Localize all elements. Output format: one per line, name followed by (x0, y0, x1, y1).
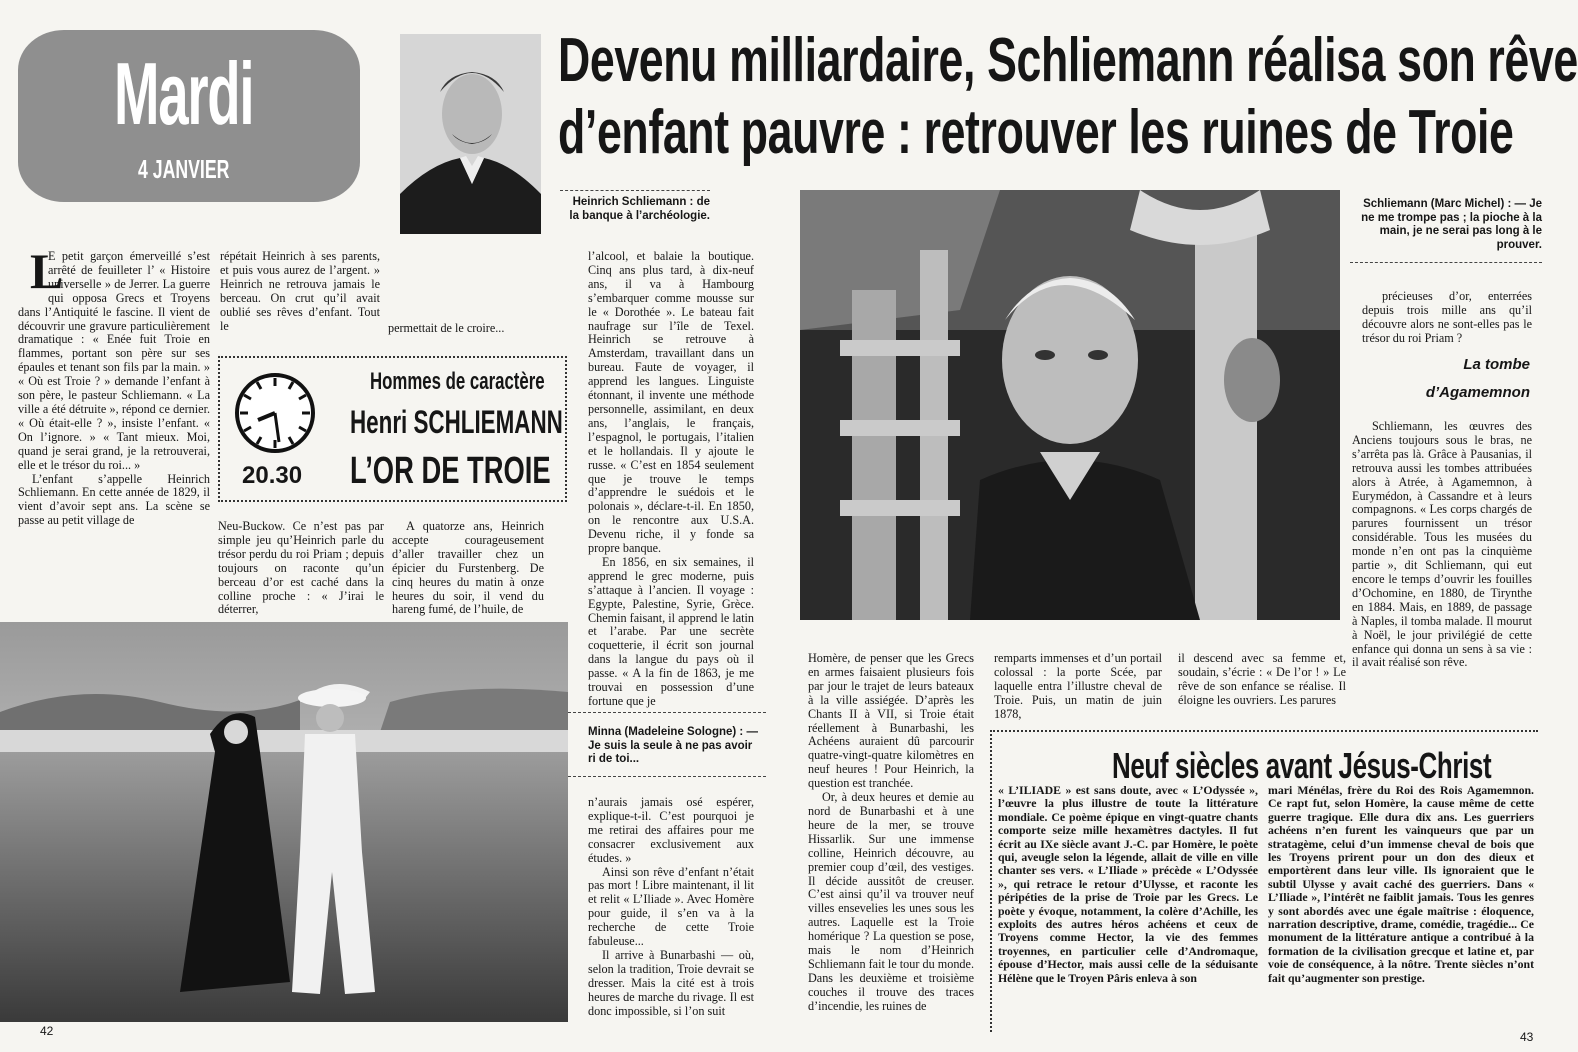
drop-cap: L (30, 243, 64, 299)
program-title: L’OR DE TROIE (350, 450, 551, 492)
col1-text (18, 250, 210, 620)
col4-bottom-text (588, 796, 754, 1032)
col2-bottom-text: Neu-Buckow. Ce n’est pas par simple jeu qu’Heinrich parle du trésor perdu du roi Priam ; depuis toujours on raconte qu’un berceau d’or est caché dans la colline proche : « J’irai le déterrer, (218, 519, 384, 617)
subhead-tombe-1: La tombe (1463, 356, 1530, 373)
col1-para-1: E petit garçon émerveillé s’est arrêté de feuilleter l’ « Histoire universelle » de Jerrer. La guerre qui opposa Grecs et Troyens dans l’Antiquité le fascine. Il vient de découvrir une gravure particulièrement dramatique : « Enée fuit Troie en flammes, portant son père sur ses épaules et tenant son fils par la main. » « Où est Troie ? » demande l’enfant à son père, le pasteur Schliemann. « La ville a été détruite », répond ce dernier. « Où était-elle ? », insiste l’enfant. « On l’ignore. » « Tant mieux. Moi, quand je serai grand, je la retrouverai, elle et le trésor du roi... » (18, 249, 210, 472)
col4-para-1: l’alcool, et balaie la boutique. Cinq ans plus tard, à dix-neuf ans, il va à Hambourg s’embarquer comme mousse sur le « Dorothée ». Le bateau fait naufrage sur l’île de Texel. Heinrich se retrouve à Amsterdam, travaillant dans un bureau. Faute de voyager, il apprend les langues. Linguiste étonnant, il invente une méthode personnelle, assimilant, en deux ans, l’anglais, le français, l’espagnol, le portugais, l’italien et le hollandais. Il y ajoute le russe. « C’est en 1854 seulement que je trouve le temps d’apprendre le suédois et le polonais », déclare-t-il. En 1850, on le rencontre aux U.S.A. Devenu riche, il y fonde sa propre banque. (588, 249, 754, 556)
program-time: 20.30 (242, 462, 303, 489)
col3-bottom-text: A quatorze ans, Heinrich accepte courageusement d’aller travailler chez un épicier du Furstenberg. De cinq heures du matin à onze heures du soir, il vend du hareng fumé, de l’huile, de (392, 519, 544, 617)
box-col2: mari Ménélas, frère du Roi des Rois Agamemnon. Ce rapt fut, selon Homère, la cause même de cette guerre tragique. Elle dura dix ans. Les guerriers achéens n’en furent les vainqueurs que par un stratagème, celui d’un immense cheval de bois que les Troyens prirent pour un don des dieux et emportèrent dans leur ville. Ils ignoraient que le subtil Ulysse y avait caché des guerriers. Dans « L’Iliade », l’intérêt ne faiblit jamais. Tous les genres y sont abordés avec une égale maîtrise : éloquence, narration descriptive, drame, comédie, tragédie... Ce monument de la littérature antique a contribué à la formation de la civilisation grecque et latine et, par voie de conséquence, à la nôtre. Trente siècles n’ont fait qu’augmenter son prestige. (1268, 783, 1534, 985)
col4-para-2: En 1856, en six semaines, il apprend le grec moderne, puis s’attaque à l’ancien. Il voyage : Egypte, Palestine, Syrie, Grèce. Chemin faisant, il apprend le latin et l’arabe. Par une secrète coquetterie, il écrit son journal dans la langue du pays où il passe. « A la fin de 1863, je me trouvai en possession d’une fortune que je (588, 554, 754, 708)
page-number-left: 42 (40, 1024, 54, 1038)
col4-text (588, 249, 754, 708)
box-article (990, 730, 1538, 1032)
box-title: Neuf siècles avant Jésus-Christ (1112, 745, 1492, 786)
clock-icon (234, 372, 316, 454)
col1-para-2: L’enfant s’appelle Heinrich Schliemann. En cette année de 1829, il vient d’avoir sept ans. La scène se passe au petit village de (18, 471, 210, 528)
col6-text: remparts immenses et d’un portail colossal : la porte Scée, par laquelle entra l’illustre cheval de Troie. Puis, un matin de juin 1878, (994, 651, 1162, 721)
col8-top-text: précieuses d’or, enterrées depuis trois mille ans qu’il découvre alors ne sont-elles pas le trésor du roi Priam ? (1362, 289, 1532, 345)
col2-top-text: répétait Heinrich à ses parents, et puis vous aurez de l’argent. » Heinrich ne retrouva jamais le berceau. On crut qu’il avait oublié ses rêves d’enfant. Tout le (220, 249, 380, 333)
col4b-para-3: Il arrive à Bunarbashi — où, selon la tradition, Troie devrait se dresser. Mais la cité est à trois heures de marche du rivage. Il est donc impossible, si l’on suit (588, 947, 754, 1018)
headline-line1: Devenu milliardaire, Schliemann réalisa son rêve (558, 26, 1578, 95)
portrait-figure (400, 34, 541, 234)
col5-para-2: Or, à deux heures et demie au nord de Bunarbashi et à une heure de la mer, se trouve Hissarlik. Sur une immense colline, Heinrich découvre, au premier coup d’œil, des vestiges. Il décide aussitôt de creuser. C’est ainsi qu’il va trouver neuf villes ensevelies les unes sous les autres. Laquelle est la Troie homérique ? La question se pose, mais le nom d’Heinrich Schliemann fait le tour du monde. Dans les deuxième et troisième couches il trouve des traces d’incendie, les ruines de (808, 790, 974, 1013)
col8-text: Schliemann, les œuvres des Anciens toujours sous le bras, ne s’arrêta pas là. Grâce à Pausanias, il retrouva aussi les tombes attribuées alors à Atrée, à Agamemnon, à Eurymédon, à Cassandre et à leurs compagnons. « Les corps chargés de parures fournissent un trésor considérable. Tous les musées du monde n’en ont pas la cinquième partie », dit Schliemann, qui eut encore le temps d’ouvrir les fouilles d’Ochomine, en 1880, de Tirynthe en 1884. Mais, en 1889, de passage à Naples, il tomba malade. Il mourut à Noël, le jour privilégié de cette enfance qui donna un sens à sa vie : il avait réalisé son rêve. (1352, 419, 1532, 670)
col5-text (808, 652, 974, 1032)
day-date: 4 JANVIER (138, 154, 230, 184)
day-title: Mardi (114, 44, 254, 143)
col5-para-1: Homère, de penser que les Grecs en armes faisaient plusieurs fois par jour le trajet de leurs bateaux à la ville assiégée. D’après les Chants II à VII, si Troie était réellement à Bunarbashi, les Achéens auraient dû parcourir quatre-vingt-quatre kilomètres en neuf heures ! Pour Heinrich, la question est tranchée. (808, 651, 974, 791)
headline-line2: d’enfant pauvre : retrouver les ruines de Troie (558, 98, 1514, 167)
box-col1: « L’ILIADE » est sans doute, avec « L’Odyssée », l’œuvre la plus illustre de toute la littérature mondiale. Ce poème épique en vingt-quatre chants comporte seize mille hexamètres dactyles. Il fut écrit au IXe siècle avant J.-C. par Homère, le poète qui, aveugle selon la légende, allait de ville en ville chanter ses vers. « L’Iliade » précède « L’Odyssée », qui retrace le retour d’Ulysse, et raconte les péripéties de la prise de Troie par les Grecs. Le poète y évoque, notamment, la colère d’Achille, les exploits des autres héros achéens et ceux de Troyens comme Hector, la vie des femmes troyennes, en particulier celle d’Andromaque, épouse d’Hector, mais aussi celle de la séduisante Hélène que le Troyen Pâris enleva à son (998, 783, 1258, 985)
main-photo-scene (800, 190, 1340, 620)
main-photo (800, 190, 1340, 620)
program-subtitle: Hommes de caractère (370, 368, 545, 395)
schliemann-caption: Schliemann (Marc Michel) : — Je ne me trompe pas ; la pioche à la main, je ne serai pas long à le prouver. (1361, 198, 1542, 251)
col4b-para-2: Ainsi son rêve d’enfant n’était pas mort ! Libre maintenant, il lit et relit « L’Iliade ». Avec Homère pour guide, il s’en va à la recherche de cette Troie fabuleuse... (588, 864, 754, 949)
landscape-photo (0, 622, 568, 1022)
col7-text: il descend avec sa femme et, soudain, s’écrie : « De l’or ! » Le rêve de son enfance se réalise. Il éloigne les ouvriers. Les parures (1178, 651, 1346, 707)
minna-caption: Minna (Madeleine Sologne) : — Je suis la seule à ne pas avoir ri de toi... (588, 726, 758, 765)
page-number-right: 43 (1520, 1030, 1534, 1044)
col4b-para-1: n’aurais jamais osé espérer, explique-t-il. C’est pourquoi je me retirai des affaires pour me consacrer exclusivement aux études. » (588, 795, 754, 865)
landscape-scene (0, 622, 568, 1022)
col3-top-text: permettait de le croire... (388, 321, 505, 335)
portrait-caption: Heinrich Schliemann : de la banque à l’archéologie. (569, 196, 710, 222)
portrait-photo (400, 34, 541, 234)
program-name: Henri SCHLIEMANN (350, 404, 563, 440)
program-box (218, 356, 567, 502)
day-box (18, 30, 360, 202)
subhead-tombe-2: d’Agamemnon (1425, 384, 1530, 401)
